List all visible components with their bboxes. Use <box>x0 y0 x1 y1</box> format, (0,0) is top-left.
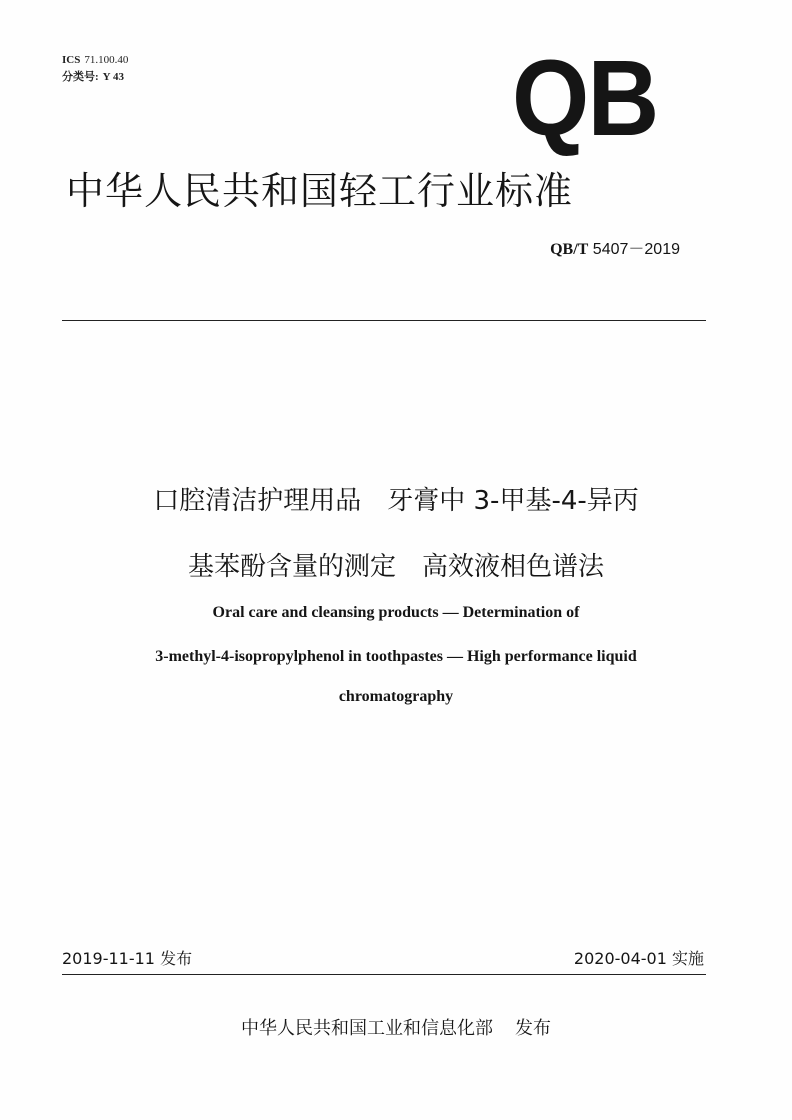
chinese-title-line-2: 基苯酚含量的测定 高效液相色谱法 <box>187 552 604 582</box>
standard-code-prefix: QB/T <box>550 241 589 258</box>
classification-block <box>62 52 128 86</box>
bottom-divider <box>62 974 706 975</box>
standard-category-title: 中华人民共和国轻工行业标准 <box>66 169 574 213</box>
top-divider <box>62 320 706 321</box>
implementation-date: 2020-04-01 实施 <box>573 949 704 968</box>
english-title-line-1: Oral care and cleansing products — Determination of <box>212 604 580 621</box>
english-title-line-3: chromatography <box>338 688 454 705</box>
ics-label: ICS <box>62 54 81 66</box>
publisher-name: 中华人民共和国工业和信息化部 <box>241 1018 493 1039</box>
chinese-title-line-1: 口腔清洁护理用品 牙膏中 3-甲基-4-异丙 <box>153 486 639 516</box>
standard-code-number: 5407－2019 <box>592 241 680 258</box>
ics-row <box>62 52 128 69</box>
class-row <box>62 69 128 86</box>
english-title-line-2: 3-methyl-4-isopropylphenol in toothpastes — High performance liquid <box>155 648 637 665</box>
qb-logo: QB <box>512 37 658 158</box>
publisher <box>0 1014 792 1040</box>
issue-date: 2019-11-11 发布 <box>62 949 193 968</box>
class-label: 分类号: <box>62 71 99 83</box>
class-value: Y 43 <box>102 71 124 83</box>
ics-value: 71.100.40 <box>84 54 129 66</box>
standard-code <box>550 236 680 259</box>
publisher-action: 发布 <box>515 1018 551 1039</box>
